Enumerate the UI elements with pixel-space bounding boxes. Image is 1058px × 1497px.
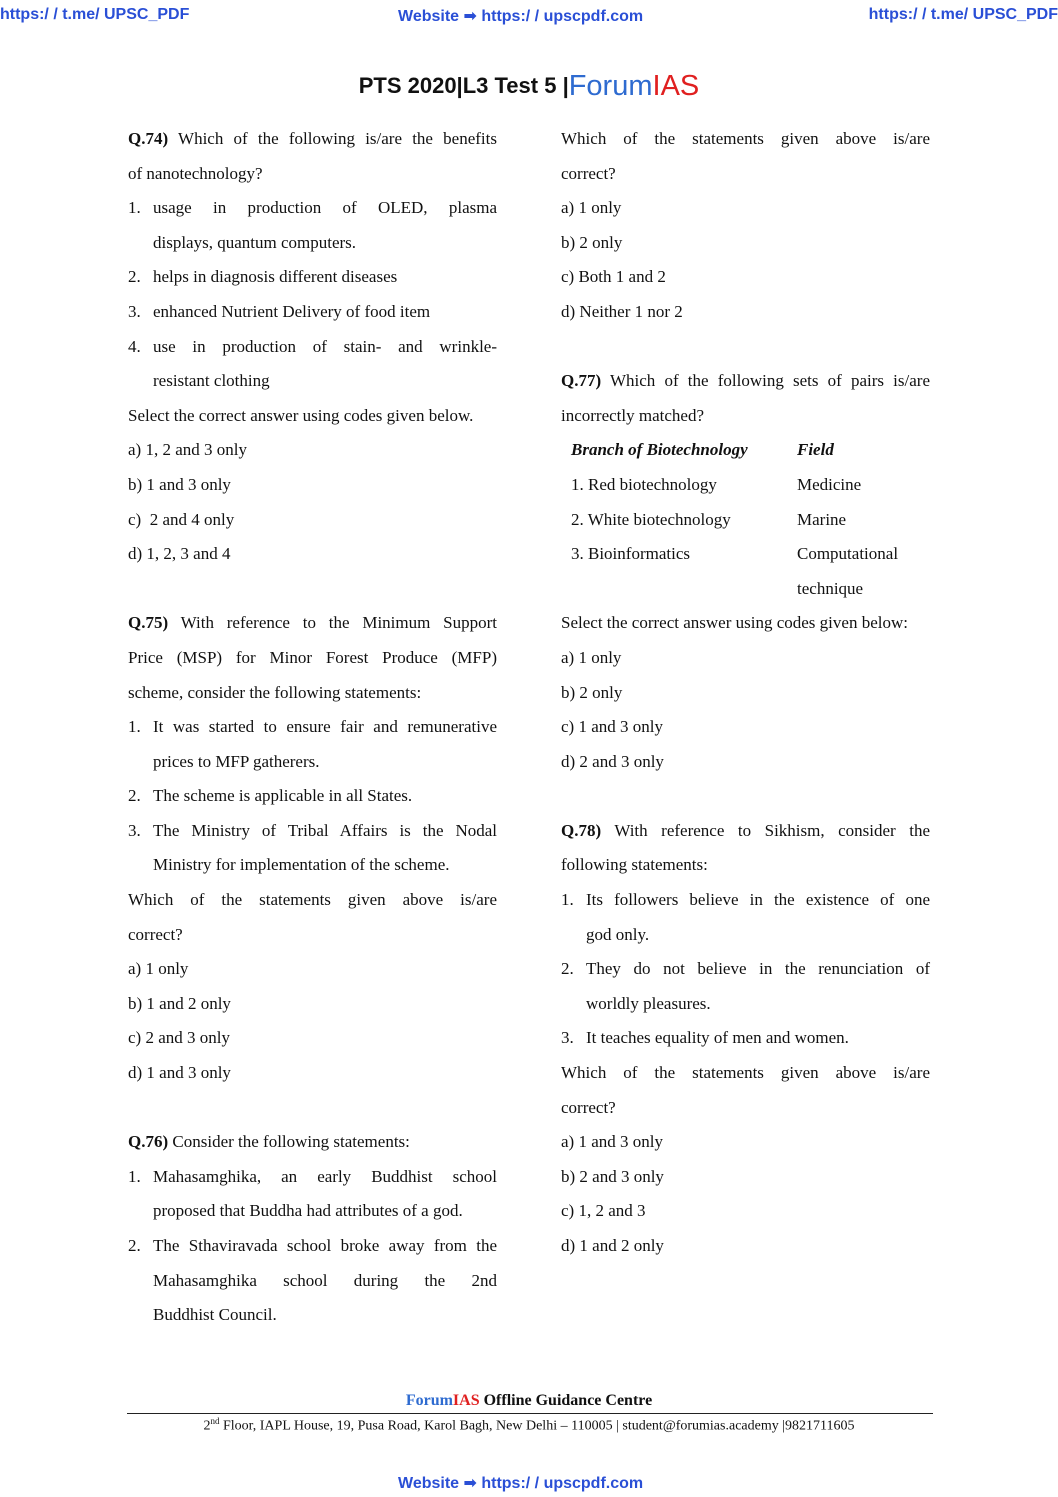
option-c: c) Both 1 and 2 (561, 267, 666, 287)
option-b: b) 2 only (561, 682, 623, 702)
option-a: a) 1 only (561, 647, 622, 667)
question-74-stem-cont: of nanotechnology? (128, 163, 263, 183)
forumias-logo: ForumIAS (568, 70, 700, 102)
telegram-link-left[interactable]: https:/ / t.me/ UPSC_PDF (0, 6, 190, 23)
test-title: PTS 2020|L3 Test 5 | (358, 73, 569, 98)
statement: 1. Its followers believe in the existence of one god only. (561, 890, 930, 944)
statement: 3. enhanced Nutrient Delivery of food item (128, 301, 431, 321)
option-a: a) 1, 2 and 3 only (128, 440, 247, 460)
option-c: c) 2 and 3 only (128, 1028, 230, 1048)
option-d: d) 1 and 2 only (561, 1236, 664, 1255)
option-d: d) 1 and 3 only (128, 1063, 231, 1083)
option-b: b) 1 and 3 only (128, 474, 231, 494)
statement: 2. helps in diagnosis different diseases (128, 267, 398, 287)
option-c: c) 1 and 3 only (561, 717, 663, 737)
table-cell: Computational technique (797, 544, 899, 598)
question-76 (128, 1125, 497, 1333)
option-d: d) 1, 2, 3 and 4 (128, 544, 231, 564)
option-a: a) 1 only (128, 959, 189, 979)
option-b: b) 1 and 2 only (128, 993, 231, 1013)
option-d: d) Neither 1 nor 2 (561, 301, 683, 321)
footer-address: 2nd Floor, IAPL House, 19, Pusa Road, Karol Bagh, New Delhi – 110005 | student@forumias.academy |9821711605 (203, 1416, 855, 1434)
option-c: c) 1, 2 and 3 (561, 1201, 646, 1221)
question-74 (128, 122, 497, 572)
option-d: d) 2 and 3 only (561, 751, 664, 771)
question-74-stem: Q.74) Which of the following is/are the benefits (128, 129, 497, 148)
table-header: Field (797, 440, 834, 460)
option-a: a) 1 and 3 only (561, 1132, 663, 1152)
question-78: Q.78) With reference to Sikhism, consider the following statements: 1. Its followers believe in the existence of one god only. 2. They do not believe in the renunciation of worldly pleasures. 3. It teaches equality of men and women. Which of the statements given above is/are correct? a) 1 and 3 only b) 2 and 3 only c) 1, 2 and 3 d) 1 and 2 only (561, 814, 930, 1264)
question-77: Q.77) Which of the following sets of pairs is/are incorrectly matched? Branch of Biotechnology Field 1. Red biotechnology Medicine 2. White biotechnology Marine 3. Bioinformatics Computational technique Select the correct answer using codes given below: a) 1 only b) 2 only c) 1 and 3 only d) 2 and 3 only (561, 364, 930, 779)
right-column (561, 122, 930, 1264)
footer-centre-name: ForumIAS Offline Guidance Centre (405, 1392, 653, 1409)
table-header: Branch of Biotechnology (571, 440, 748, 460)
option-c: c) 2 and 4 only (128, 509, 235, 529)
instruction: Select the correct answer using codes given below: (561, 613, 908, 633)
page-title (0, 70, 1058, 103)
question-75: Q.75) With reference to the Minimum Support Price (MSP) for Minor Forest Produce (MFP) scheme, consider the following statements: 1. It was started to ensure fair and remunerative prices to MFP gatherers. 2. The scheme is applicable in all States. 3. The Ministry of Tribal Affairs is the Nodal Ministry for implementation of the scheme. Which of the statements given above is/are correct? a) 1 only b) 1 and 2 only c) 2 and 3 only d) 1 and 3 only (128, 606, 497, 1090)
statement: 1. usage in production of OLED, plasma displays, quantum computers. (128, 198, 497, 252)
statement: 3. It teaches equality of men and women. (561, 1028, 849, 1048)
question-75-stem: Q.75) With reference to the Minimum Support (128, 613, 497, 633)
telegram-link-right[interactable]: https:/ / t.me/ UPSC_PDF (868, 6, 1058, 23)
website-link-top[interactable]: Website ➡ https:/ / upscpdf.com (398, 8, 644, 25)
question-78-stem: Q.78) With reference to Sikhism, consider the (561, 820, 930, 840)
website-link-bottom[interactable]: Website ➡ https:/ / upscpdf.com (398, 1475, 644, 1492)
pairs-table (561, 433, 930, 606)
statement: 1. Mahasamghika, an early Buddhist school proposed that Buddha had attributes of a god. (128, 1166, 497, 1221)
footer-divider (127, 1413, 933, 1414)
table-cell: 3. Bioinformatics (571, 544, 690, 564)
option-b: b) 2 and 3 only (561, 1166, 664, 1186)
table-cell: 2. White biotechnology (571, 509, 731, 529)
statement: 2. They do not believe in the renunciation of worldly pleasures. (561, 959, 930, 1013)
option-b: b) 2 only (561, 232, 623, 252)
question-77-stem: Q.77) Which of the following sets of pairs is/are (561, 371, 930, 391)
statement: 2. The Sthaviravada school broke away from the Mahasamghika school during the 2nd Buddhist Council. (128, 1236, 497, 1325)
statement: 2. The scheme is applicable in all States. (128, 786, 413, 806)
statement: 4. use in production of stain- and wrinkle- resistant clothing (128, 336, 497, 391)
option-a: a) 1 only (561, 198, 622, 218)
statement: 3. The Ministry of Tribal Affairs is the Nodal Ministry for implementation of the scheme. (128, 820, 497, 875)
table-cell: 1. Red biotechnology (571, 474, 717, 494)
left-column (128, 122, 497, 1333)
statement: 1. It was started to ensure fair and remunerative prices to MFP gatherers. (128, 717, 497, 771)
table-cell: Medicine (797, 474, 862, 494)
instruction: Select the correct answer using codes given below. (128, 405, 474, 425)
table-cell: Marine (797, 509, 847, 529)
question-76-continued: Which of the statements given above is/are correct? a) 1 only b) 2 only c) Both 1 and 2 d) Neither 1 nor 2 (561, 122, 930, 330)
question-76-stem: Q.76) Consider the following statements: (128, 1132, 410, 1152)
